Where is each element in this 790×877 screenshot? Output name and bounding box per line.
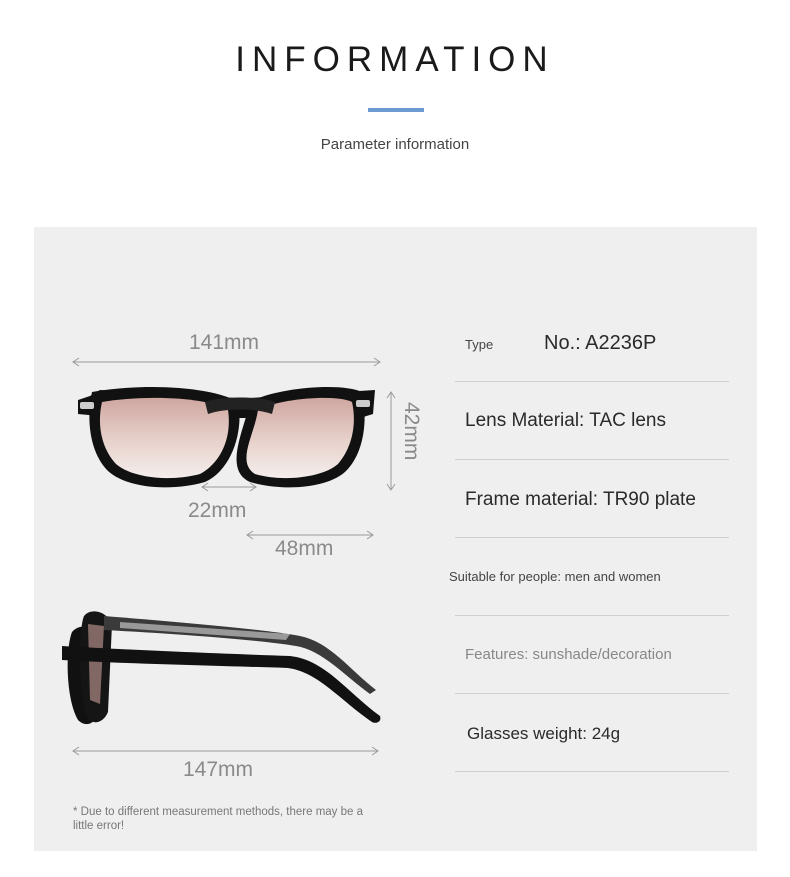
spec-row-type [455,303,729,382]
total-width-dimension-line [73,358,380,366]
spec-row-suitable [449,537,729,616]
weight-text: Glasses weight: 24g [467,724,621,743]
frame-material-text: Frame material: TR90 plate [465,489,696,510]
suitable-text: Suitable for people: men and women [449,569,661,584]
measurement-footnote: * Due to different measurement methods, there may be a little error! [73,806,363,832]
lens-height-dimension-line [387,392,395,490]
front-view-glasses [78,387,375,487]
temple-length-dimension-line [73,747,378,755]
lens-material-text: Lens Material: TAC lens [465,410,666,431]
spec-row-weight [455,693,729,772]
bridge-width-label: 22mm [188,499,247,522]
total-width-label: 141mm [189,331,260,354]
type-value: No.: A2236P [544,332,657,354]
lens-height-label: 42mm [400,402,423,461]
lens-width-label: 48mm [275,537,334,560]
page-subtitle: Parameter information [320,136,470,153]
bridge-dimension-line [202,483,256,491]
page-title: INFORMATION [235,40,555,79]
features-text: Features: sunshade/decoration [465,646,672,663]
type-label: Type [465,337,494,352]
spec-row-lens-material [455,381,729,460]
spec-row-features [455,615,729,694]
spec-row-frame-material [455,459,729,538]
side-view-glasses [62,611,380,724]
temple-length-label: 147mm [183,758,254,781]
